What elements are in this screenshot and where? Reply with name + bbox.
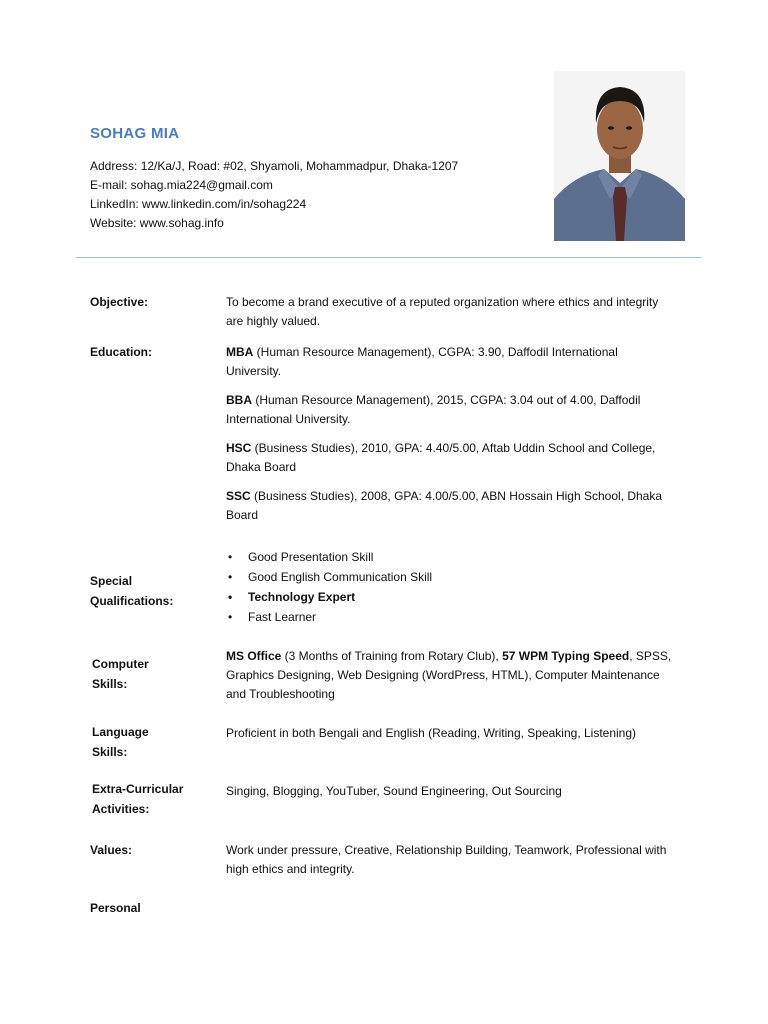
objective-paragraph: To become a brand executive of a reputed organization where ethics and integrity are highly valued. <box>226 295 659 328</box>
education-list <box>226 343 676 535</box>
values-paragraph: Work under pressure, Creative, Relationship Building, Teamwork, Professional with high ethics and integrity. <box>226 843 667 876</box>
special-qualifications-list <box>226 547 676 627</box>
list-item: • Technology Expert <box>226 587 676 607</box>
computer-skills-paragraph: MS Office (3 Months of Training from Rotary Club), 57 WPM Typing Speed, SPSS, Graphics Designing, Web Designing (WordPress, HTML), Computer Maintenance and Troubleshooting <box>226 649 672 701</box>
bullet-icon: • <box>228 570 233 584</box>
bullet-icon: • <box>228 590 233 604</box>
profile-photo <box>554 71 685 241</box>
values-label: Values: <box>90 843 133 857</box>
list-item: • Good Presentation Skill <box>226 547 676 567</box>
bullet-icon: • <box>228 550 233 564</box>
address-line: Address: 12/Ka/J, Road: #02, Shyamoli, Mohammadpur, Dhaka-1207 <box>90 159 459 173</box>
language-skills-label: Language Skills: <box>92 725 149 759</box>
education-entry: SSC (Business Studies), 2008, GPA: 4.00/5.00, ABN Hossain High School, Dhaka Board <box>226 489 663 522</box>
objective-label: Objective: <box>90 295 149 309</box>
computer-skills-text <box>226 647 676 714</box>
values-text <box>226 841 676 889</box>
education-entry: MBA (Human Resource Management), CGPA: 3.90, Daffodil International University. <box>226 345 618 378</box>
header-divider <box>76 257 701 258</box>
resume-name: SOHAG MIA <box>90 125 180 142</box>
contact-block <box>90 157 458 233</box>
education-label: Education: <box>90 345 152 359</box>
list-item: • Good English Communication Skill <box>226 567 676 587</box>
list-item: • Fast Learner <box>226 607 676 627</box>
extra-curricular-text <box>226 782 676 811</box>
computer-skills-label: Computer Skills: <box>92 657 149 691</box>
email-line: E-mail: sohag.mia224@gmail.com <box>90 178 273 192</box>
language-skills-paragraph: Proficient in both Bengali and English (Reading, Writing, Speaking, Listening) <box>226 726 637 740</box>
objective-text <box>226 293 676 341</box>
language-skills-text <box>226 724 676 753</box>
education-entry: HSC (Business Studies), 2010, GPA: 4.40/5.00, Aftab Uddin School and College, Dhaka Board <box>226 441 656 474</box>
extra-curricular-label: Extra-Curricular Activities: <box>92 782 184 816</box>
education-entry: BBA (Human Resource Management), 2015, CGPA: 3.04 out of 4.00, Daffodil International University. <box>226 393 641 426</box>
website-line: Website: www.sohag.info <box>90 216 224 230</box>
special-qualifications-label: Special Qualifications: <box>90 574 174 608</box>
extra-curricular-paragraph: Singing, Blogging, YouTuber, Sound Engineering, Out Sourcing <box>226 784 562 798</box>
bullet-icon: • <box>228 610 233 624</box>
personal-label: Personal <box>90 901 141 915</box>
linkedin-line: LinkedIn: www.linkedin.com/in/sohag224 <box>90 197 307 211</box>
